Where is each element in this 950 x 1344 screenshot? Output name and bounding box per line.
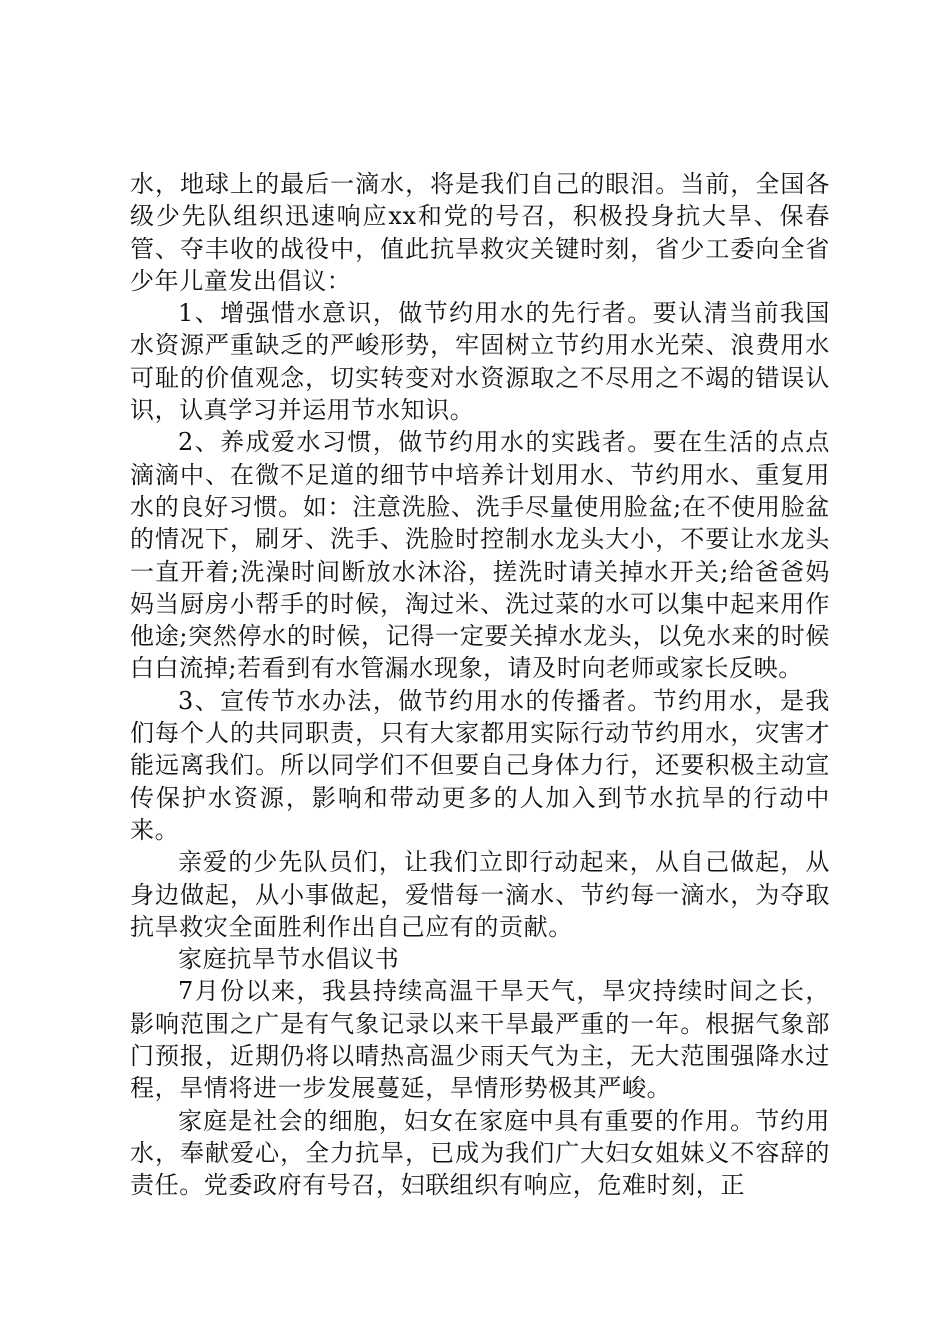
paragraph-item-3: 3、宣传节水办法，做节约用水的传播者。节约用水，是我们每个人的共同职责，只有大家都用实际行动节约用水，灾害才能远离我们。所以同学们不但要自己身体力行，还要积极主动宣传保护水资源，影响和带动更多的人加入到节水抗旱的行动中来。 bbox=[130, 686, 830, 844]
paragraph-intro: 水，地球上的最后一滴水，将是我们自己的眼泪。当前，全国各级少先队组织迅速响应xx和党的号召，积极投身抗大旱、保春管、夺丰收的战役中，值此抗旱救灾关键时刻，省少工委向全省少年儿童发出倡议： bbox=[130, 170, 830, 295]
paragraph-closing: 亲爱的少先队员们，让我们立即行动起来，从自己做起，从身边做起，从小事做起，爱惜每一滴水、节约每一滴水，为夺取抗旱救灾全面胜利作出自己应有的贡献。 bbox=[130, 848, 830, 941]
paragraph-family-2: 家庭是社会的细胞，妇女在家庭中具有重要的作用。节约用水，奉献爱心，全力抗旱，已成为我们广大妇女姐妹义不容辞的责任。党委政府有号召，妇联组织有响应，危难时刻，正 bbox=[130, 1106, 830, 1200]
document-body bbox=[130, 168, 830, 1202]
paragraph-item-2: 2、养成爱水习惯，做节约用水的实践者。要在生活的点点滴滴中、在微不足道的细节中培养计划用水、节约用水、重复用水的良好习惯。如：注意洗脸、洗手尽量使用脸盆;在不使用脸盆的情况下，刷牙、洗手、洗脸时控制水龙头大小，不要让水龙头一直开着;洗澡时间断放水沐浴，搓洗时请关掉水开关;给爸爸妈妈当厨房小帮手的时候，淘过米、洗过菜的水可以集中起来用作他途;突然停水的时候，记得一定要关掉水龙头，以免水来的时候白白流掉;若看到有水管漏水现象，请及时向老师或家长反映。 bbox=[130, 428, 830, 683]
paragraph-item-1: 1、增强惜水意识，做节约用水的先行者。要认清当前我国水资源严重缺乏的严峻形势，牢固树立节约用水光荣、浪费用水可耻的价值观念，切实转变对水资源取之不尽用之不竭的错误认识，认真学习并运用节水知识。 bbox=[130, 299, 830, 425]
paragraph-family-1: 7月份以来，我县持续高温干旱天气，旱灾持续时间之长，影响范围之广是有气象记录以来干旱最严重的一年。根据气象部门预报，近期仍将以晴热高温少雨天气为主，无大范围强降水过程，旱情将进一步发展蔓延，旱情形势极其严峻。 bbox=[130, 977, 830, 1103]
section-heading: 家庭抗旱节水倡议书 bbox=[178, 945, 400, 974]
